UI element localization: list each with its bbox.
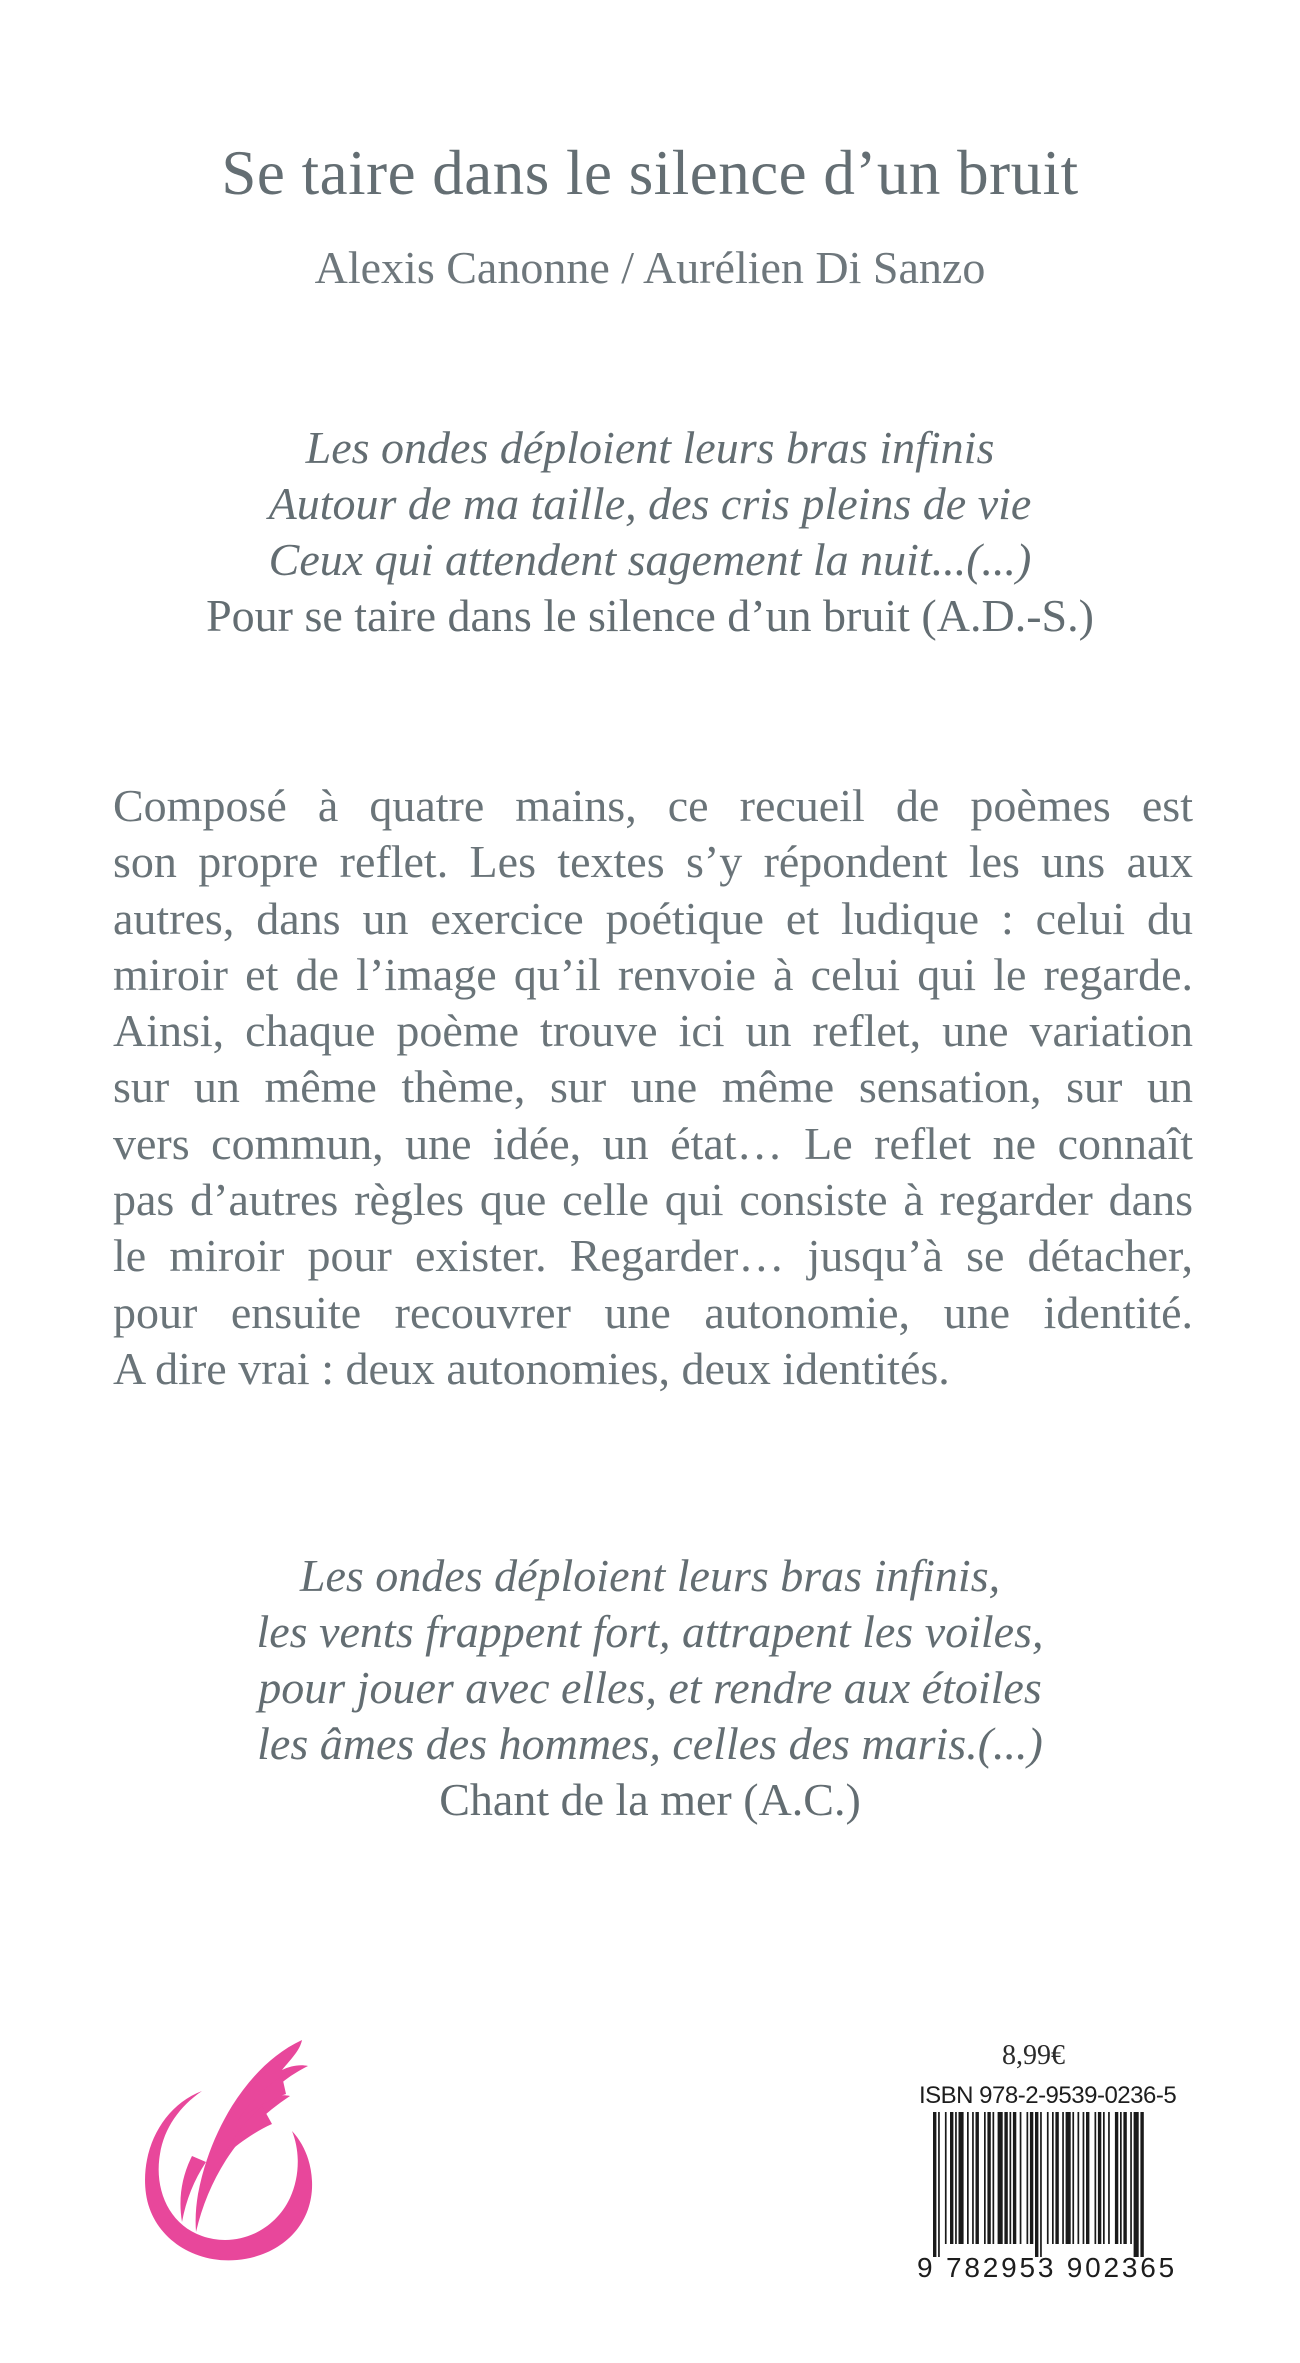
blurb-line: Composé à quatre mains, ce recueil de poèmes est — [113, 780, 1193, 831]
barcode-bar — [1010, 2112, 1012, 2244]
barcode-bar — [1004, 2112, 1007, 2244]
barcode-bar — [1083, 2112, 1085, 2244]
barcode-bar — [1052, 2112, 1054, 2244]
poem-line: les vents frappent fort, attrapent les voiles, — [256, 1606, 1044, 1657]
book-authors: Alexis Canonne / Aurélien Di Sanzo — [314, 242, 986, 293]
barcode-bar — [1098, 2112, 1101, 2244]
poem-line: pour jouer avec elles, et rendre aux étoiles — [258, 1662, 1042, 1713]
blurb-line: le miroir pour exister. Regarder… jusqu’à se détacher, — [113, 1230, 1193, 1282]
barcode-bar — [1030, 2112, 1033, 2244]
barcode-digits: 9 782953 902365 — [917, 2252, 1177, 2283]
barcode-bar — [1108, 2112, 1110, 2244]
barcode-bar — [1123, 2112, 1126, 2244]
barcode-bar — [1020, 2112, 1022, 2244]
barcode-bar — [1086, 2112, 1089, 2244]
feather-quill-logo-icon — [132, 2036, 322, 2266]
barcode-bar — [1120, 2112, 1122, 2244]
barcode-bar — [972, 2112, 974, 2244]
blurb-line: miroir et de l’image qu’il renvoie à celui qui le regarde. — [113, 948, 1193, 1000]
barcode-bar — [1078, 2112, 1080, 2244]
poem-attribution: Chant de la mer (A.C.) — [439, 1774, 861, 1825]
book-title: Se taire dans le silence d’un bruit — [221, 138, 1079, 208]
barcode-bar — [938, 2112, 940, 2257]
barcode-bars — [917, 2112, 1201, 2257]
blurb-line: son propre reflet. Les textes s’y répondent les uns aux — [113, 836, 1193, 888]
barcode-bar — [1095, 2112, 1097, 2244]
poem-line: Ceux qui attendent sagement la nuit...(...) — [268, 534, 1032, 585]
barcode-bar — [959, 2112, 964, 2244]
poem-line: Les ondes déploient leurs bras infinis, — [299, 1550, 1001, 1601]
price-label: 8,99€ — [1002, 2040, 1065, 2071]
barcode-bar — [1040, 2112, 1042, 2257]
poem-line: les âmes des hommes, celles des maris.(...) — [257, 1718, 1043, 1769]
barcode — [917, 2082, 1201, 2290]
blurb-line: Ainsi, chaque poème trouve ici un reflet, une variation — [113, 1005, 1193, 1057]
blurb-line: autres, dans un exercice poétique et ludique : celui du — [113, 892, 1193, 944]
barcode-bar — [993, 2112, 995, 2244]
blurb-line: vers commun, une idée, un état… Le reflet ne connaît — [113, 1117, 1193, 1169]
barcode-bar — [967, 2112, 969, 2244]
poem-line: Autour de ma taille, des cris pleins de vie — [268, 478, 1032, 529]
barcode-bar — [1103, 2112, 1105, 2244]
barcode-bar — [1140, 2112, 1143, 2257]
barcode-bar — [1047, 2112, 1049, 2244]
poem-excerpt-top — [0, 420, 1300, 644]
barcode-bar — [955, 2112, 957, 2244]
barcode-bar — [1027, 2112, 1029, 2244]
barcode-bar — [976, 2112, 979, 2244]
barcode-bar — [1062, 2112, 1064, 2244]
blurb-line: sur un même thème, sur une même sensation, sur un — [113, 1061, 1193, 1113]
barcode-bar — [1130, 2112, 1132, 2244]
barcode-bar — [945, 2112, 947, 2244]
barcode-bar — [987, 2112, 990, 2244]
isbn-label: ISBN 978-2-9539-0236-5 — [919, 2082, 1177, 2109]
barcode-bar — [950, 2112, 953, 2244]
poem-line: Les ondes déploient leurs bras infinis — [305, 422, 995, 473]
barcode-bar — [1035, 2112, 1038, 2257]
poem-attribution: Pour se taire dans le silence d’un bruit (A.D.-S.) — [206, 590, 1094, 641]
blurb-line: A dire vrai : deux autonomies, deux identités. — [113, 1342, 950, 1394]
barcode-bar — [933, 2112, 936, 2257]
barcode-bar — [1115, 2112, 1118, 2244]
barcode-bar — [984, 2112, 986, 2244]
book-blurb — [113, 778, 1193, 1397]
barcode-bar — [1055, 2112, 1058, 2244]
barcode-bar — [1134, 2112, 1139, 2257]
poem-excerpt-bottom — [0, 1548, 1300, 1828]
barcode-bar — [1066, 2112, 1071, 2244]
blurb-line: pour ensuite recouvrer une autonomie, une identité. — [113, 1286, 1193, 1338]
blurb-line: pas d’autres règles que celle qui consiste à regarder dans — [113, 1174, 1193, 1226]
barcode-bar — [1072, 2112, 1074, 2244]
barcode-bar — [1013, 2112, 1016, 2244]
barcode-bar — [998, 2112, 1003, 2244]
